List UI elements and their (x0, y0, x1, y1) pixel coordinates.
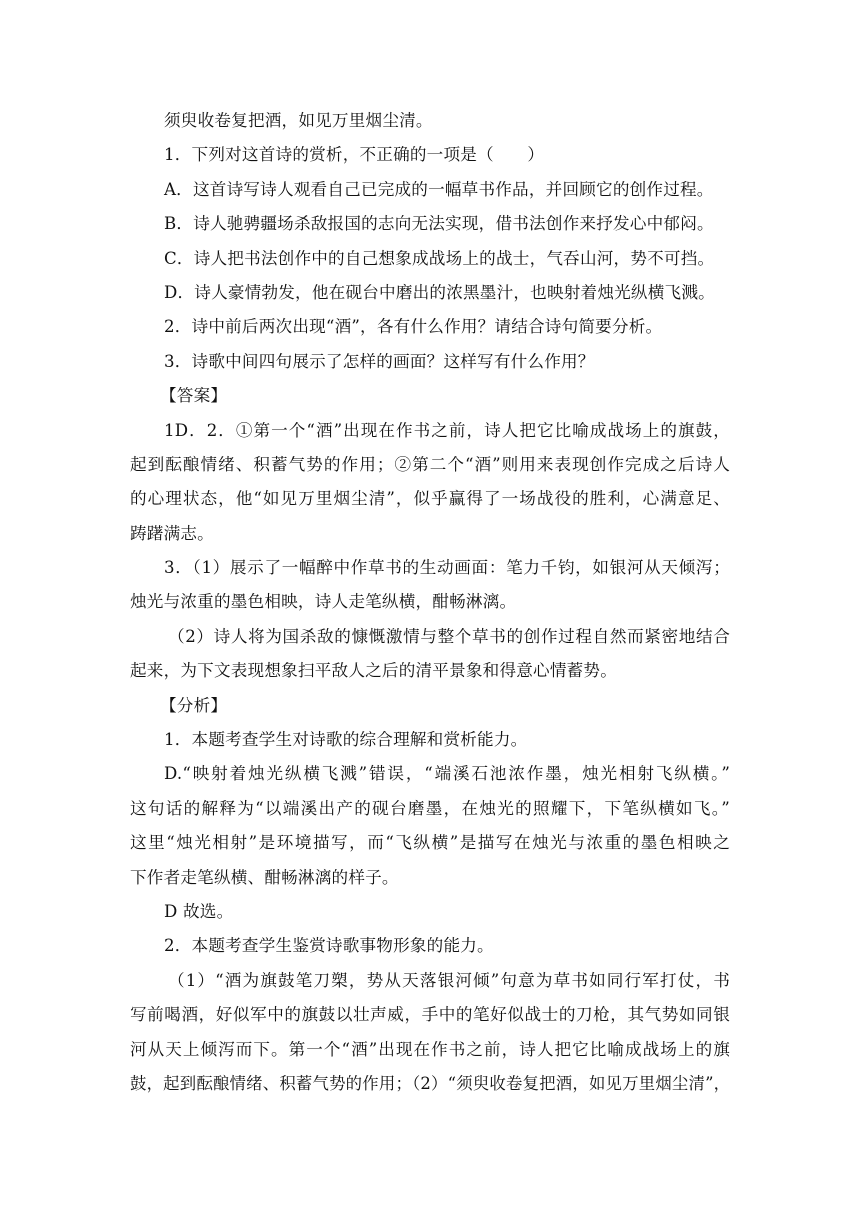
text-line: 下作者走笔纵横、酣畅淋漓的样子。 (130, 867, 399, 887)
text-line: 2．本题考查学生鉴赏诗歌事物形象的能力。 (164, 936, 494, 956)
text-line: 3．（1）展示了一幅醉中作草书的生动画面：笔力千钧，如银河从天倾泻； (164, 558, 730, 578)
text-line: 烛光与浓重的墨色相映，诗人走笔纵横，酣畅淋漓。 (130, 592, 517, 612)
text-line: 2．诗中前后两次出现“酒”，各有什么作用？请结合诗句简要分析。 (164, 317, 663, 337)
text-line: 起来，为下文表现想象扫平敌人之后的清平景象和得意心情蓄势。 (130, 661, 618, 681)
text-line: D.“映射着烛光纵横飞溅”错误，“端溪石池浓作墨，烛光相射飞纵横。” (164, 764, 730, 784)
text-line: C．诗人把书法创作中的自己想象成战场上的战士，气吞山河，势不可挡。 (164, 248, 715, 268)
text-line: 的心理状态，他“如见万里烟尘清”，似乎赢得了一场战役的胜利，心满意足、 (130, 489, 730, 509)
text-line: 踌躇满志。 (130, 523, 214, 543)
text-line: D 故选。 (164, 901, 234, 921)
text-line: 【答案】 (160, 386, 228, 406)
text-line: B．诗人驰骋疆场杀敌报国的志向无法实现，借书法创作来抒发心中郁闷。 (164, 214, 714, 234)
text-line: D．诗人豪情勃发，他在砚台中磨出的浓黑墨汁，也映射着烛光纵横飞溅。 (164, 282, 715, 302)
text-line: 3．诗歌中间四句展示了怎样的画面？这样写有什么作用？ (164, 351, 595, 371)
text-line: 这里“烛光相射”是环境描写，而“飞纵横”是描写在烛光与浓重的墨色相映之 (130, 833, 730, 853)
text-line: 这句话的解释为“以端溪出产的砚台磨墨，在烛光的照耀下，下笔纵横如飞。” (130, 798, 730, 818)
text-line: 1．本题考查学生对诗歌的综合理解和赏析能力。 (164, 730, 528, 750)
text-line: 【分析】 (160, 695, 228, 715)
text-line: （1）“酒为旗鼓笔刀槊，势从天落银河倾”句意为草书如同行军打仗，书 (168, 970, 730, 990)
text-line: A．这首诗写诗人观看自己已完成的一幅草书作品，并回顾它的创作过程。 (164, 179, 714, 199)
text-line: 写前喝酒，好似军中的旗鼓以壮声威，手中的笔好似战士的刀枪，其气势如同银 (130, 1005, 730, 1025)
document-body (130, 104, 730, 1101)
text-line: 须臾收卷复把酒，如见万里烟尘清。 (164, 111, 433, 130)
text-line: 鼓，起到酝酿情绪、积蓄气势的作用；（2）“须臾收卷复把酒，如见万里烟尘清”， (130, 1073, 731, 1093)
text-line: （2）诗人将为国杀敌的慷慨激情与整个草书的创作过程自然而紧密地结合 (168, 626, 730, 646)
text-line: 1D．2．①第一个“酒”出现在作书之前，诗人把它比喻成战场上的旗鼓， (164, 420, 730, 440)
text-line: 河从天上倾泻而下。第一个“酒”出现在作书之前，诗人把它比喻成战场上的旗 (130, 1039, 730, 1059)
text-line: 起到酝酿情绪、积蓄气势的作用；②第二个“酒”则用来表现创作完成之后诗人 (130, 454, 730, 474)
text-line: 1．下列对这首诗的赏析，不正确的一项是（ ） (164, 145, 545, 165)
